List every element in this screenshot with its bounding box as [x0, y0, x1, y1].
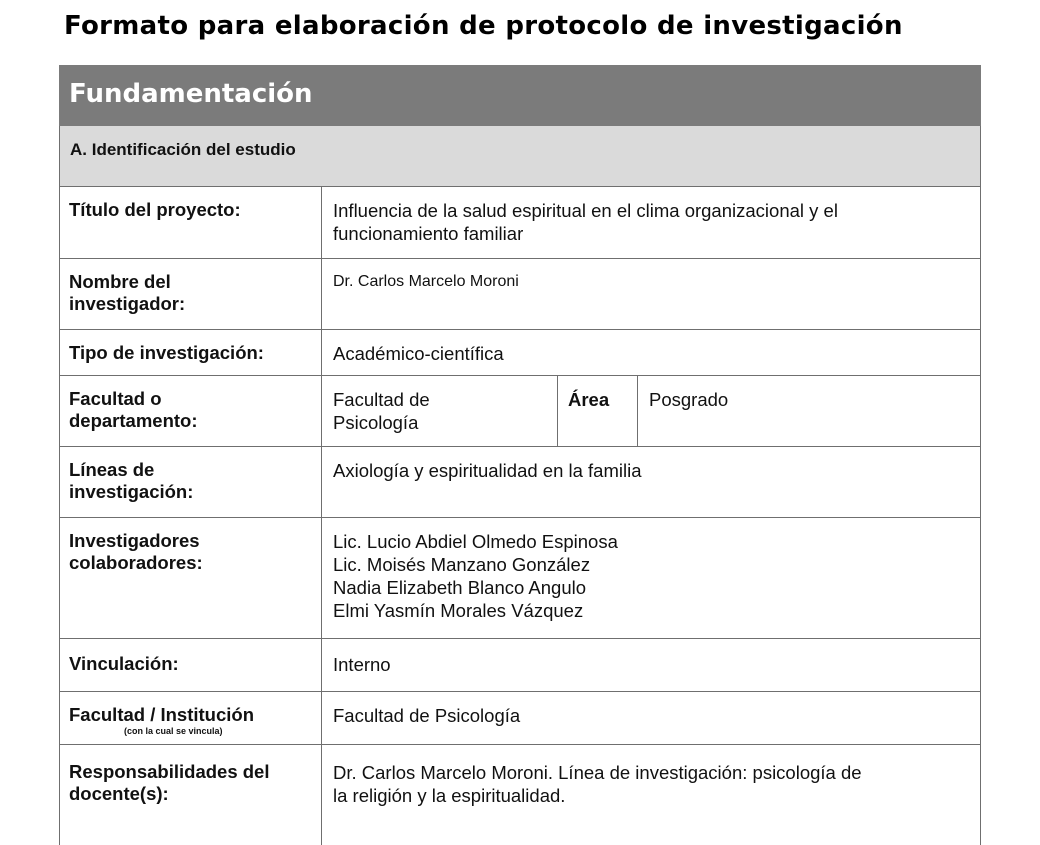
- label-note: (con la cual se vincula): [124, 726, 223, 736]
- value-line: la religión y la espiritualidad.: [333, 785, 566, 806]
- label-lineas-investigacion: [60, 447, 322, 517]
- value-line: Dr. Carlos Marcelo Moroni. Línea de investigación: psicología de: [333, 762, 862, 783]
- row-facultad-departamento: [60, 376, 980, 447]
- colaborador-item: Nadia Elizabeth Blanco Angulo: [333, 577, 587, 598]
- label-line: investigador:: [69, 293, 186, 314]
- value-area: Posgrado: [649, 389, 729, 410]
- label-facultad-departamento: [60, 376, 322, 446]
- value-lineas-investigacion: Axiología y espiritualidad en la familia: [333, 460, 642, 481]
- label-line: Nombre del: [69, 271, 171, 292]
- colaborador-item: Lic. Moisés Manzano González: [333, 554, 591, 575]
- label-line: Facultad o: [69, 388, 162, 409]
- value-nombre-investigador: Dr. Carlos Marcelo Moroni: [333, 273, 519, 290]
- row-tipo-investigacion: [60, 330, 980, 376]
- label-investigadores-colaboradores: [60, 518, 322, 638]
- value-titulo-proyecto: [322, 187, 980, 258]
- label-nombre-investigador: [60, 259, 322, 329]
- colaborador-item: Elmi Yasmín Morales Vázquez: [333, 600, 584, 621]
- row-vinculacion: [60, 639, 980, 692]
- value-line: Psicología: [333, 412, 419, 433]
- value-line: Facultad de: [333, 389, 430, 410]
- row-nombre-investigador: [60, 259, 980, 330]
- label-line: investigación:: [69, 481, 194, 502]
- label-area: Área: [558, 376, 638, 446]
- subsection-header: [60, 126, 980, 187]
- label-vinculacion: Vinculación:: [60, 639, 322, 691]
- label-line: Investigadores: [69, 530, 200, 551]
- value-responsabilidades: [322, 745, 980, 845]
- value-facultad-institucion: Facultad de Psicología: [333, 705, 521, 726]
- section-header-text: Fundamentación: [69, 79, 313, 109]
- colaborador-item: Lic. Lucio Abdiel Olmedo Espinosa: [333, 531, 618, 552]
- label-line: Responsabilidades del: [69, 761, 270, 782]
- label-titulo-proyecto: Título del proyecto:: [60, 187, 322, 258]
- row-lineas-investigacion: [60, 447, 980, 518]
- row-titulo-proyecto: [60, 187, 980, 259]
- subsection-header-text: A. Identificación del estudio: [70, 140, 296, 159]
- label-tipo-investigacion: Tipo de investigación:: [60, 330, 322, 375]
- value-line: Influencia de la salud espiritual en el clima organizacional y el: [333, 200, 838, 221]
- label-line: docente(s):: [69, 783, 169, 804]
- label-responsabilidades: [60, 745, 322, 845]
- value-vinculacion: Interno: [333, 654, 391, 675]
- value-facultad: [322, 376, 558, 446]
- label-line: colaboradores:: [69, 552, 203, 573]
- value-tipo-investigacion: Académico-científica: [333, 343, 504, 364]
- row-responsabilidades: [60, 745, 980, 845]
- value-line: funcionamiento familiar: [333, 223, 524, 244]
- label-line: departamento:: [69, 410, 198, 431]
- section-header: [59, 65, 981, 126]
- row-facultad-institucion: [60, 692, 980, 745]
- label-line: Líneas de: [69, 459, 155, 480]
- label-line: Facultad / Institución: [69, 704, 255, 725]
- document-title: Formato para elaboración de protocolo de investigación: [64, 11, 903, 41]
- label-facultad-institucion: [60, 692, 322, 744]
- value-investigadores-colaboradores: [322, 518, 980, 638]
- row-investigadores-colaboradores: [60, 518, 980, 639]
